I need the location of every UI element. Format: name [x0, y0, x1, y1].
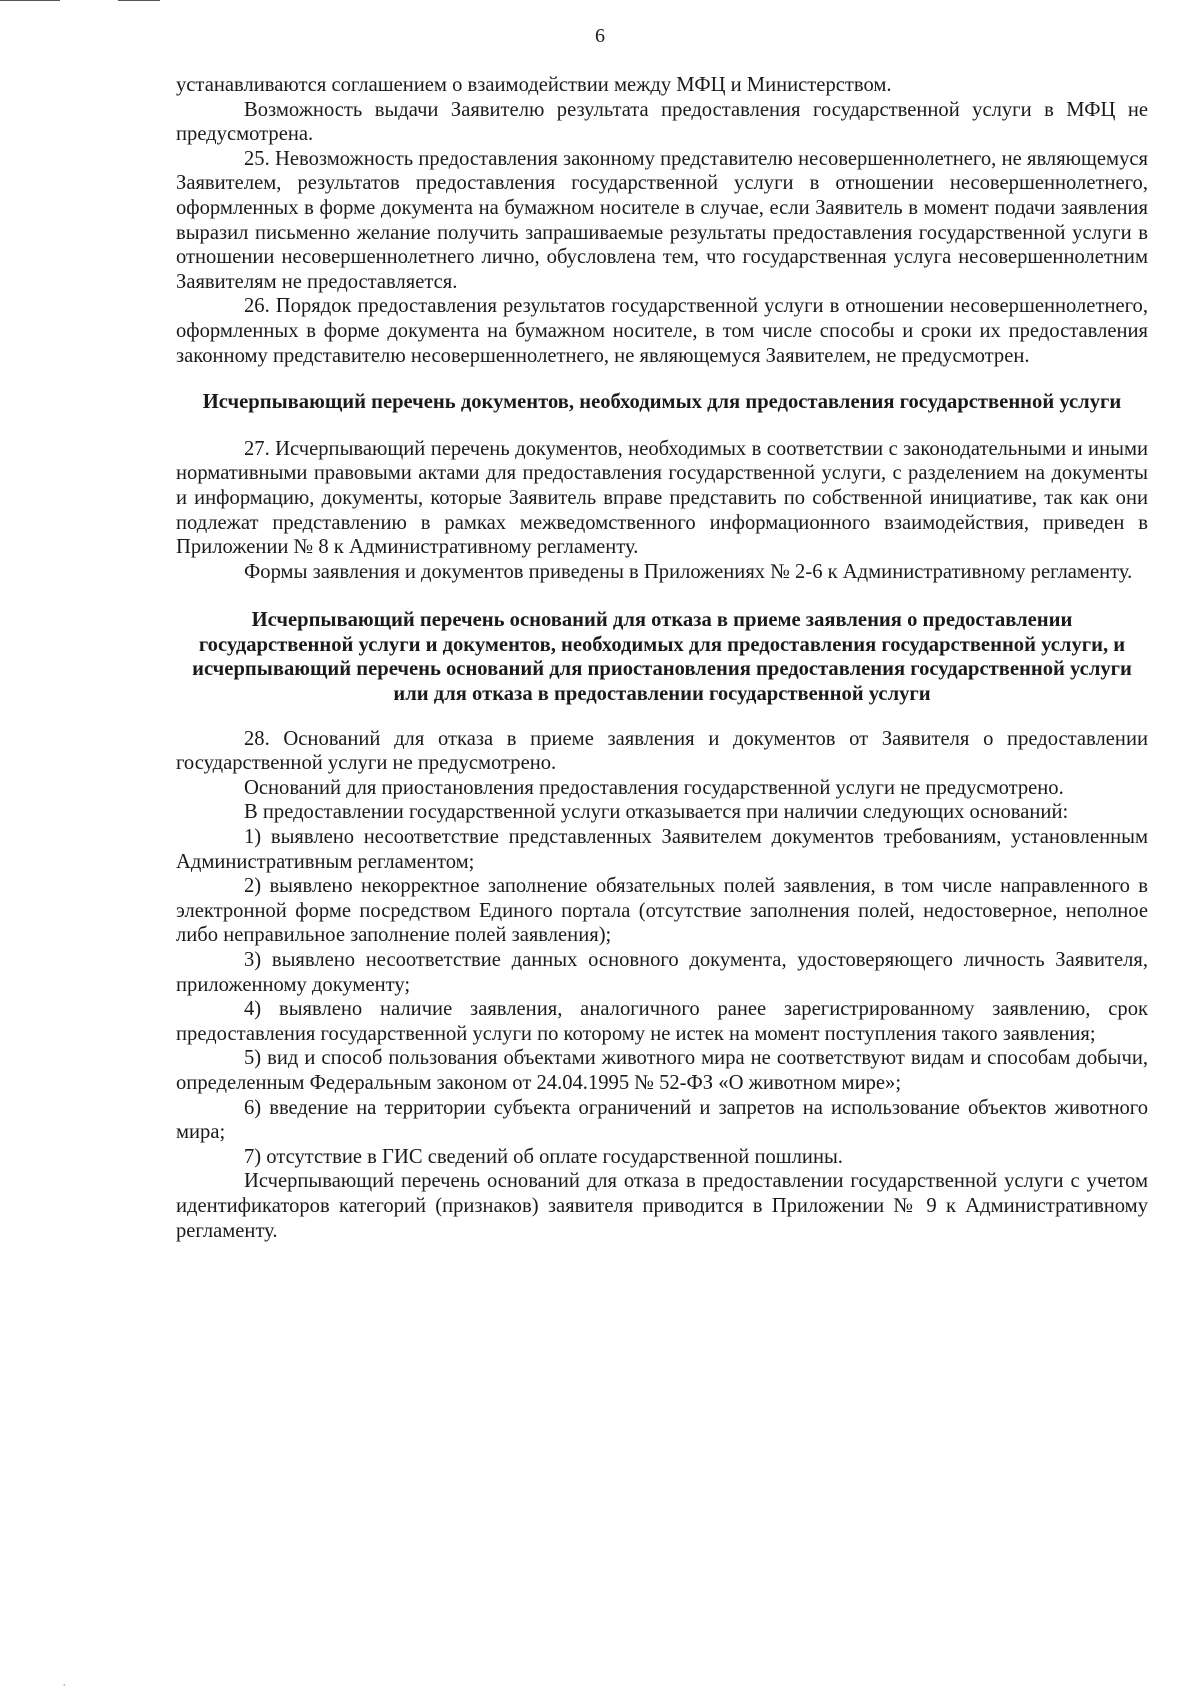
list-item: 3) выявлено несоответствие данных основного документа, удостоверяющего личность Заявителя, приложенному документу; [176, 949, 1148, 996]
scan-edge-mark [0, 0, 60, 1]
paragraph-item-26: 26. Порядок предоставления результатов государственной услуги в отношении несовершеннолетнего, оформленных в форме документа на бумажном носителе, в том числе способы и сроки их предоставления законному представителю несовершеннолетнего, не являющемуся Заявителем, не предусмотрен. [176, 295, 1148, 367]
paragraph: устанавливаются соглашением о взаимодействии между МФЦ и Министерством. [176, 74, 892, 96]
paragraph: Исчерпывающий перечень оснований для отказа в предоставлении государственной услуги с учетом идентификаторов категорий (признаков) заявителя приводится в Приложении № 9 к Административному регламенту. [176, 1170, 1148, 1242]
section-heading-documents: Исчерпывающий перечень документов, необходимых для предоставления государственной услуги [202, 391, 1122, 414]
paragraph-item-28: 28. Оснований для отказа в приеме заявления и документов от Заявителя о предоставлении государственной услуги не предусмотрено. [176, 727, 1148, 775]
scan-corner-mark: ˌ [62, 1671, 67, 1686]
paragraph: В предоставлении государственной услуги отказывается при наличии следующих оснований: [244, 801, 1069, 824]
paragraph-item-25: 25. Невозможность предоставления законному представителю несовершеннолетнего, не являющемуся Заявителем, результатов предоставления государственной услуги в отношении несовершеннолетнего, оформленных в форме документа на бумажном носителе в случае, если Заявитель в момент подачи заявления выразил письменно желание получить запрашиваемые результаты предоставления государственной услуги в отношении несовершеннолетнего лично, обусловлена тем, что государственная услуга несовершеннолетним Заявителям не предоставляется. [176, 147, 1148, 293]
paragraph: Формы заявления и документов приведены в Приложениях № 2-6 к Административному регламенту. [244, 560, 1133, 583]
list-item: 6) введение на территории субъекта ограничений и запретов на использование объектов животного мира; [176, 1096, 1148, 1144]
document-body [176, 73, 1148, 1243]
scan-edge-mark [118, 0, 160, 1]
paragraph-item-27: 27. Исчерпывающий перечень документов, необходимых в соответствии с законодательными и иными нормативными правовыми актами для предоставления государственной услуги, с разделением на документы и информацию, документы, которые Заявитель вправе представить по собственной инициативе, так как они подлежат представлению в рамках межведомственного информационного взаимодействия, приведен в Приложении № 8 к Административному регламенту. [176, 437, 1148, 559]
list-item: 4) выявлено наличие заявления, аналогичного ранее зарегистрированному заявлению, срок предоставления государственной услуги по которому не истек на момент поступления такого заявления; [176, 998, 1148, 1045]
list-item: 5) вид и способ пользования объектами животного мира не соответствуют видам и способам добычи, определенным Федеральным законом от 24.04.1995 № 52-ФЗ «О животном мире»; [176, 1047, 1148, 1094]
page-number: 6 [595, 25, 605, 47]
paragraph: Возможность выдачи Заявителю результата предоставления государственной услуги в МФЦ не предусмотрена. [176, 98, 1148, 146]
list-item: 1) выявлено несоответствие представленных Заявителем документов требованиям, установленным Административным регламентом; [176, 826, 1148, 873]
paragraph: Оснований для приостановления предоставления государственной услуги не предусмотрено. [244, 776, 1064, 799]
list-item: 2) выявлено некорректное заполнение обязательных полей заявления, в том числе направленного в электронной форме посредством Единого портала (отсутствие заполнения полей, недостоверное, неполное либо неправильное заполнение полей заявления); [176, 875, 1148, 947]
list-item: 7) отсутствие в ГИС сведений об оплате государственной пошлины. [244, 1145, 843, 1168]
section-heading-refusal-grounds: Исчерпывающий перечень оснований для отказа в приеме заявления о предоставлении государственной услуги и документов, необходимых для предоставления государственной услуги, и исчерпывающий перечень оснований для приостановления предоставления государственной услуги или для отказа в предоставлении государственной услуги [192, 609, 1132, 706]
